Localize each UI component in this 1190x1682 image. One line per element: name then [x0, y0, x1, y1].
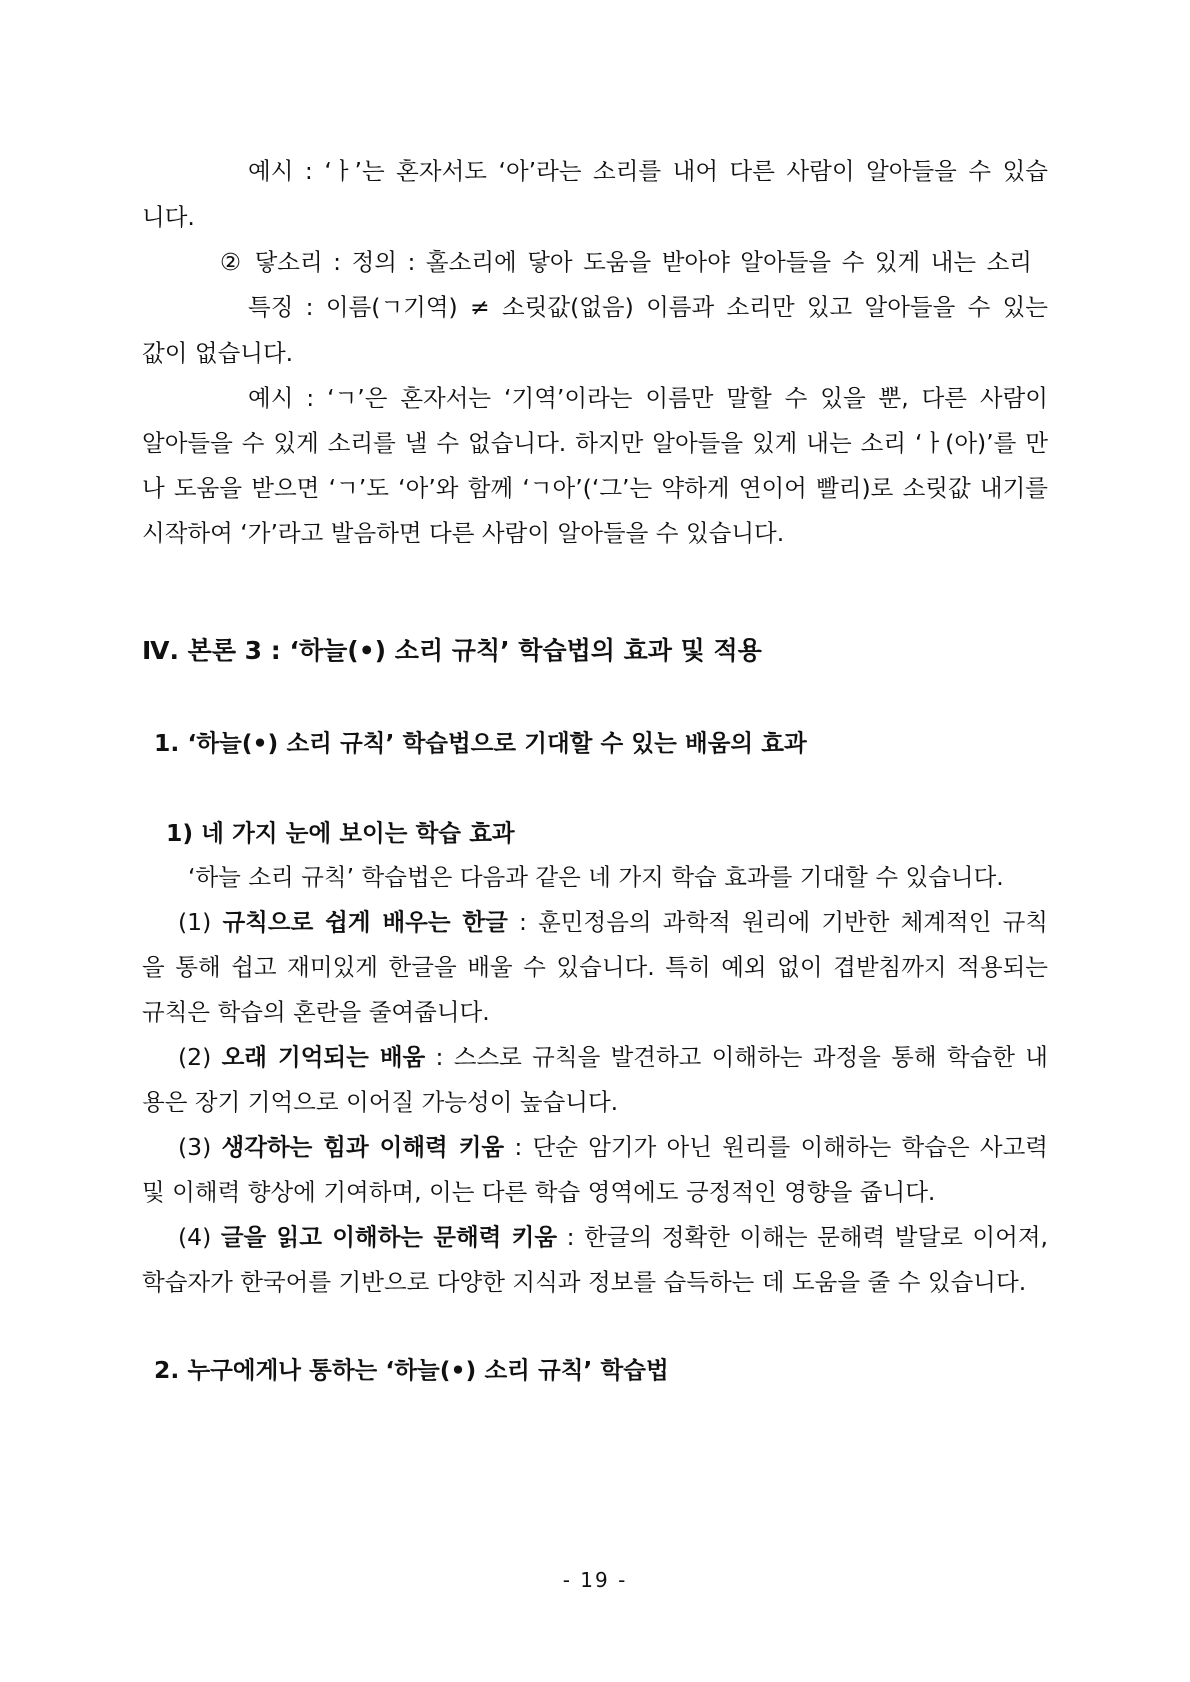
vowel-example-line-2: 니다.	[142, 203, 195, 231]
section-heading: Ⅳ. 본론 3 : ‘하늘(•) 소리 규칙’ 학습법의 효과 및 적용	[142, 636, 762, 665]
subsection-1-subheading: 1) 네 가지 눈에 보이는 학습 효과	[166, 819, 515, 847]
effect-1-title: 규칙으로 쉽게 배우는 한글	[222, 908, 508, 936]
consonant-feature-line-2: 값이 없습니다.	[142, 339, 294, 367]
effect-2-title: 오래 기억되는 배움	[221, 1043, 426, 1071]
consonant-example-line-2: 알아들을 수 있게 소리를 낼 수 없습니다. 하지만 알아들을 있게 내는 소리 ‘ㅏ(아)’를 만	[142, 429, 1048, 457]
effect-1-line-3: 규칙은 학습의 혼란을 줄여줍니다.	[142, 998, 490, 1026]
subsection-1-heading: 1. ‘하늘(•) 소리 규칙’ 학습법으로 기대할 수 있는 배움의 효과	[154, 729, 807, 757]
subsection-2-heading: 2. 누구에게나 통하는 ‘하늘(•) 소리 규칙’ 학습법	[154, 1356, 669, 1384]
consonant-example-line-1: 예시 : ‘ㄱ’은 혼자서는 ‘기역’이라는 이름만 말할 수 있을 뿐, 다른 사람이	[248, 384, 1048, 412]
vowel-example-line-1: 예시 : ‘ㅏ’는 혼자서도 ‘아’라는 소리를 내어 다른 사람이 알아들을 수 있습	[248, 157, 1048, 185]
effect-1-line-2: 을 통해 쉽고 재미있게 한글을 배울 수 있습니다. 특히 예외 없이 겹받침까지 적용되는	[142, 953, 1048, 981]
consonant-definition: ② 닿소리 : 정의 : 홀소리에 닿아 도움을 받아야 알아들을 수 있게 내는 소리	[220, 248, 1032, 276]
effect-4-line-2: 학습자가 한국어를 기반으로 다양한 지식과 정보를 습득하는 데 도움을 줄 수 있습니다.	[142, 1268, 1027, 1296]
page-number: - 19 -	[562, 1568, 628, 1592]
effect-4-title: 글을 읽고 이해하는 문해력 키움	[220, 1223, 558, 1251]
effect-2-line-2: 용은 장기 기억으로 이어질 가능성이 높습니다.	[142, 1088, 619, 1116]
effect-3-line-2: 및 이해력 향상에 기여하며, 이는 다른 학습 영역에도 긍정적인 영향을 줍니다.	[142, 1178, 936, 1206]
effect-3-title: 생각하는 힘과 이해력 키움	[221, 1133, 505, 1161]
consonant-example-line-3: 나 도움을 받으면 ‘ㄱ’도 ‘아’와 함께 ‘ㄱ아’(‘그’는 약하게 연이어 빨리)로 소릿값 내기를	[142, 474, 1048, 502]
effect-4-line-1: (4) 글을 읽고 이해하는 문해력 키움 : 한글의 정확한 이해는 문해력 발달로 이어져,	[178, 1223, 1048, 1251]
consonant-feature-line-1: 특징 : 이름(ㄱ기역) ≠ 소릿값(없음) 이름과 소리만 있고 알아들을 수 있는	[248, 293, 1048, 321]
effect-1-line-1: (1) 규칙으로 쉽게 배우는 한글 : 훈민정음의 과학적 원리에 기반한 체계적인 규칙	[178, 908, 1048, 936]
effect-2-line-1: (2) 오래 기억되는 배움 : 스스로 규칙을 발견하고 이해하는 과정을 통해 학습한 내	[178, 1043, 1048, 1071]
effects-intro: ‘하늘 소리 규칙’ 학습법은 다음과 같은 네 가지 학습 효과를 기대할 수 있습니다.	[188, 863, 1004, 891]
effect-3-line-1: (3) 생각하는 힘과 이해력 키움 : 단순 암기가 아닌 원리를 이해하는 학습은 사고력	[178, 1133, 1048, 1161]
consonant-example-line-4: 시작하여 ‘가’라고 발음하면 다른 사람이 알아들을 수 있습니다.	[142, 519, 785, 547]
